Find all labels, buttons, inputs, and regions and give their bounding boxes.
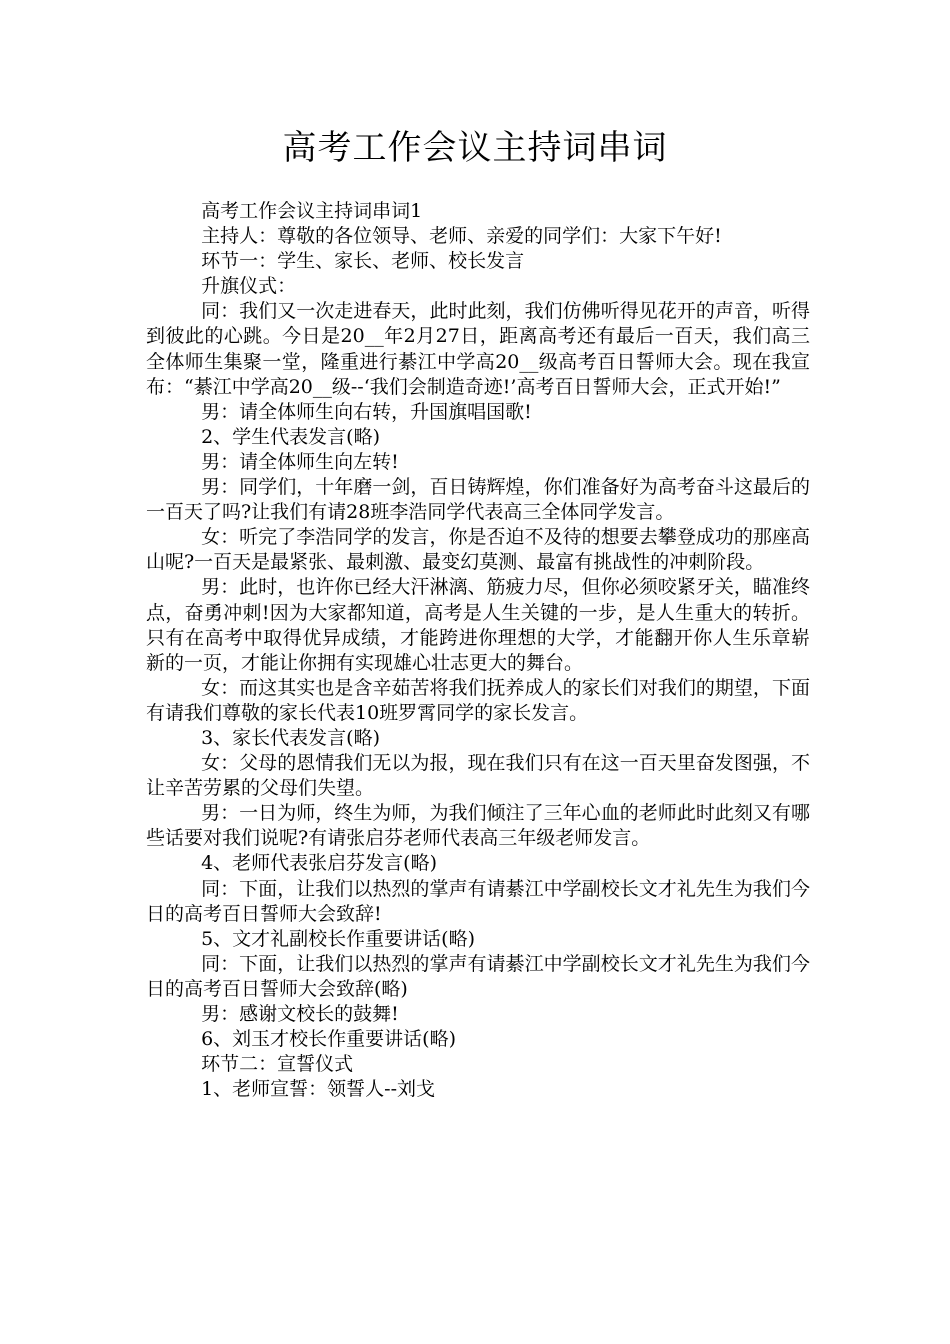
paragraph: 高考工作会议主持词串词1 <box>201 200 423 222</box>
paragraph: 同：下面，让我们以热烈的掌声有请綦江中学副校长文才礼先生为我们今日的高考百日誓师大会致辞! <box>146 877 810 925</box>
paragraph: 6、刘玉才校长作重要讲话(略) <box>201 1028 457 1051</box>
paragraph: 5、文才礼副校长作重要讲话(略) <box>201 927 476 950</box>
paragraph: 男：请全体师生向右转，升国旗唱国歌! <box>201 400 532 423</box>
paragraph: 同：我们又一次走进春天，此时此刻，我们仿佛听得见花开的声音，听得到彼此的心跳。今日是20__年2月27日，距离高考还有最后一百天，我们高三全体师生集聚一堂，隆重进行綦江中学高20__级高考百日誓师大会。现在我宣布：“綦江中学高20__级--‘我们会制造奇迹!’高考百日誓师大会，正式开始!” <box>146 300 810 398</box>
paragraph: 女：而这其实也是含辛茹苦将我们抚养成人的家长们对我们的期望，下面有请我们尊敬的家长代表10班罗霄同学的家长发言。 <box>146 676 810 724</box>
paragraph: 男：感谢文校长的鼓舞! <box>201 1003 399 1025</box>
paragraph: 女：听完了李浩同学的发言，你是否迫不及待的想要去攀登成功的那座高山呢?一百天是最紧张、最刺激、最变幻莫测、最富有挑战性的冲刺阶段。 <box>146 526 810 574</box>
paragraph: 1、老师宣誓：领誓人--刘戈 <box>201 1078 436 1101</box>
document-title: 高考工作会议主持词串词 <box>282 128 668 168</box>
paragraph: 4、老师代表张启芬发言(略) <box>201 852 438 875</box>
paragraph: 主持人：尊敬的各位领导、老师、亲爱的同学们：大家下午好! <box>201 225 722 248</box>
document-body <box>146 199 810 1102</box>
paragraph: 升旗仪式： <box>201 275 297 298</box>
paragraph: 环节一：学生、家长、老师、校长发言 <box>201 250 525 273</box>
paragraph: 男：一日为师，终生为师，为我们倾注了三年心血的老师此时此刻又有哪些话要对我们说呢?有请张启芬老师代表高三年级老师发言。 <box>146 802 810 850</box>
paragraph: 男：此时，也许你已经大汗淋漓、筋疲力尽，但你必须咬紧牙关，瞄准终点，奋勇冲刺!因为大家都知道，高考是人生关键的一步，是人生重大的转折。只有在高考中取得优异成绩，才能跨进你理想的大学，才能翻开你人生乐章崭新的一页，才能让你拥有实现雄心壮志更大的舞台。 <box>146 576 810 674</box>
paragraph: 男：同学们，十年磨一剑，百日铸辉煌，你们准备好为高考奋斗这最后的一百天了吗?让我们有请28班李浩同学代表高三全体同学发言。 <box>146 476 810 524</box>
paragraph: 同：下面，让我们以热烈的掌声有请綦江中学副校长文才礼先生为我们今日的高考百日誓师大会致辞(略) <box>146 952 810 1000</box>
paragraph: 3、家长代表发言(略) <box>201 726 381 749</box>
paragraph: 男：请全体师生向左转! <box>201 450 399 473</box>
paragraph: 女：父母的恩情我们无以为报，现在我们只有在这一百天里奋发图强，不让辛苦劳累的父母们失望。 <box>146 752 810 800</box>
paragraph: 2、学生代表发言(略) <box>201 425 381 448</box>
paragraph: 环节二：宣誓仪式 <box>201 1053 354 1076</box>
